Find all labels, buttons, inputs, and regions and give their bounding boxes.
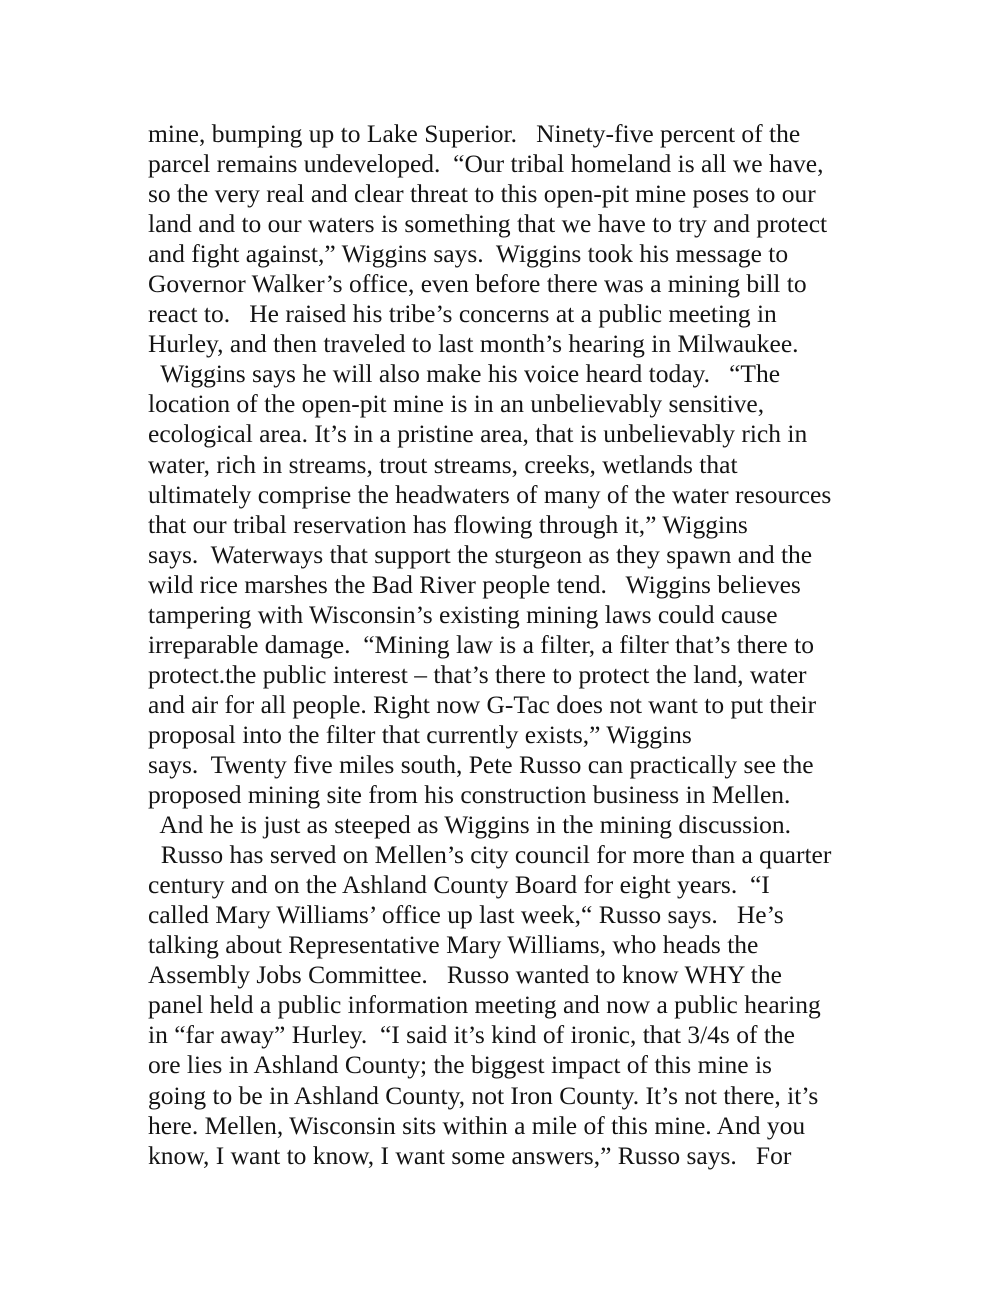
text-line: that our tribal reservation has flowing through it,” Wiggins [148,509,748,539]
text-line: and air for all people. Right now G-Tac does not want to put their [148,689,817,719]
text-line: ore lies in Ashland County; the biggest impact of this mine is [148,1050,772,1080]
text-line: here. Mellen, Wisconsin sits within a mile of this mine. And you [148,1110,806,1140]
text-line: Governor Walker’s office, even before there was a mining bill to [148,269,807,299]
text-line: tampering with Wisconsin’s existing mining laws could cause [148,599,778,629]
text-line: so the very real and clear threat to this open-pit mine poses to our [148,179,816,209]
text-line: irreparable damage. “Mining law is a filter, a filter that’s there to [148,629,814,659]
text-line: and fight against,” Wiggins says. Wiggins took his message to [148,239,789,269]
text-line: Russo has served on Mellen’s city council for more than a quarter [148,840,832,870]
text-line: in “far away” Hurley. “I said it’s kind of ironic, that 3/4s of the [148,1020,795,1050]
text-line: parcel remains undeveloped. “Our tribal homeland is all we have, [148,149,824,179]
text-line: says. Waterways that support the sturgeon as they spawn and the [148,539,813,569]
text-line: ecological area. It’s in a pristine area, that is unbelievably rich in [148,419,808,449]
text-line: panel held a public information meeting and now a public hearing [148,990,821,1020]
text-line: going to be in Ashland County, not Iron County. It’s not there, it’s [148,1080,819,1110]
text-line: ultimately comprise the headwaters of many of the water resources [148,479,832,509]
text-line: called Mary Williams’ office up last week,“ Russo says. He’s [148,900,784,930]
text-line: water, rich in streams, trout streams, creeks, wetlands that [148,449,738,479]
article-body [148,119,868,1171]
text-line: says. Twenty five miles south, Pete Russo can practically see the [148,749,814,779]
text-line: know, I want to know, I want some answers,” Russo says. For [148,1140,792,1170]
text-line: talking about Representative Mary Williams, who heads the [148,930,759,960]
text-line: location of the open-pit mine is in an unbelievably sensitive, [148,389,765,419]
text-line: mine, bumping up to Lake Superior. Ninety-five percent of the [148,119,801,148]
text-line: wild rice marshes the Bad River people tend. Wiggins believes [148,569,801,599]
text-line: proposal into the filter that currently exists,” Wiggins [148,719,692,749]
text-line: protect.the public interest – that’s there to protect the land, water [148,659,807,689]
text-line: proposed mining site from his construction business in Mellen. [148,780,791,810]
text-line: land and to our waters is something that we have to try and protect [148,209,828,239]
text-line: Wiggins says he will also make his voice heard today. “The [148,359,781,389]
text-line: century and on the Ashland County Board for eight years. “I [148,870,770,900]
text-line: Hurley, and then traveled to last month’s hearing in Milwaukee. [148,329,799,359]
text-line: react to. He raised his tribe’s concerns at a public meeting in [148,299,777,329]
text-line: Assembly Jobs Committee. Russo wanted to know WHY the [148,960,782,990]
text-line: And he is just as steeped as Wiggins in the mining discussion. [148,810,792,840]
